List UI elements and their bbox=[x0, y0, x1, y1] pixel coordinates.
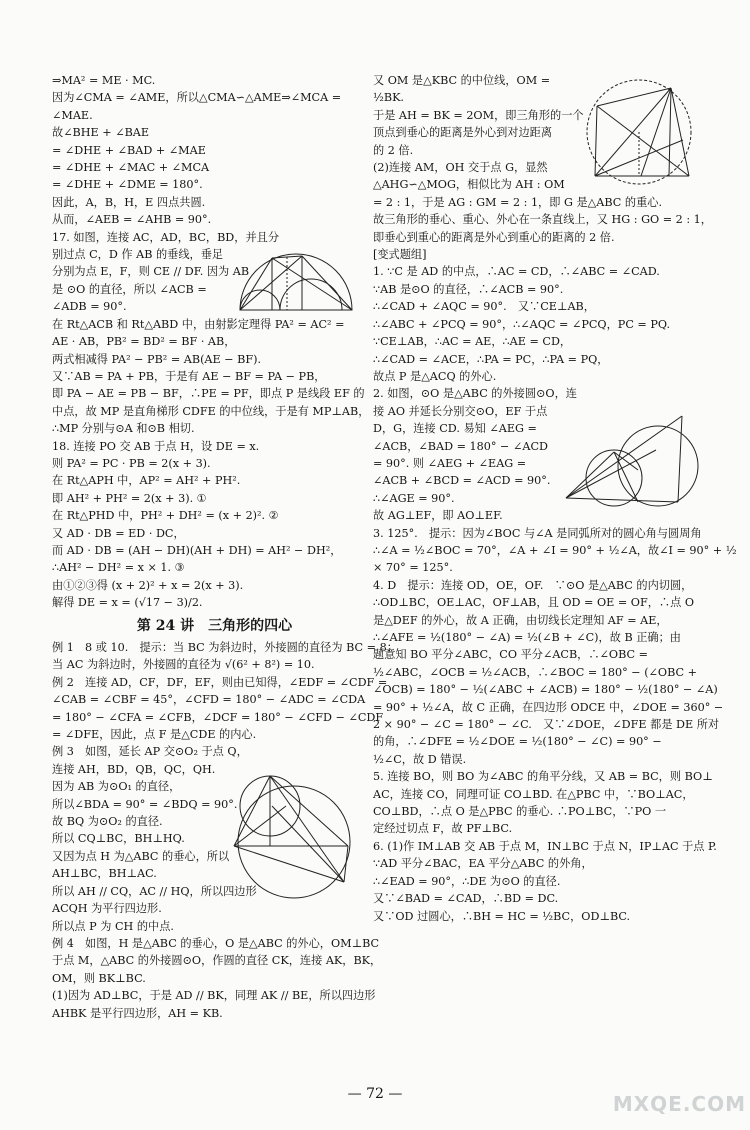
text-line: ∴∠ABC + ∠PCQ = 90°，∴∠AQC = ∠PCQ，PC = PQ. bbox=[373, 317, 671, 331]
text-line: 又∵∠BAD = ∠CAD，∴BD = DC. bbox=[373, 892, 559, 906]
text-line: OM，则 BK⊥BC. bbox=[52, 971, 146, 985]
text-line: 接 AO 并延长分别交⊙O，EF 于点 bbox=[373, 404, 548, 418]
text-line: 例 1 8 或 10. 提示：当 BC 为斜边时，外接圆的直径为 BC = 8； bbox=[52, 641, 398, 654]
text-line: 所以 CQ⊥BC，BH⊥HQ. bbox=[52, 832, 185, 846]
text-line: ∵AB 是⊙O 的直径，∴∠ACB = 90°. bbox=[373, 282, 564, 296]
text-line: 由①②③得 (x + 2)² + x = 2(x + 3). bbox=[52, 578, 244, 592]
figure-example3-circles bbox=[222, 770, 362, 905]
text-line: 又 OM 是△KBC 的中位线，OM = bbox=[373, 74, 551, 87]
text-line: 故点 P 是△ACQ 的外心. bbox=[373, 369, 497, 383]
text-line: 定经过切点 F，故 PF⊥BC. bbox=[373, 822, 513, 836]
figure-example4-circumcircle bbox=[575, 76, 707, 194]
text-line: 因此，A，B，H，E 四点共圆. bbox=[52, 195, 206, 209]
text-line: 两式相减得 PA² − PB² = AB(AE − BF). bbox=[52, 352, 262, 366]
text-line: 2. 如图，⊙O 是△ABC 的外接圆⊙O，连 bbox=[373, 387, 577, 401]
text-line: = ∠DFE，因此，点 F 是△CDE 的内心. bbox=[52, 728, 257, 742]
text-line: ∠ACB，∠BAD = 180° − ∠ACD bbox=[373, 439, 548, 453]
text-line: 6. (1)作 IM⊥AB 交 AB 于点 M，IN⊥BC 于点 N，IP⊥AC 于点 P. bbox=[373, 839, 717, 853]
text-line: ∴∠A = ½∠BOC = 70°，∠A + ∠I = 90° + ½∠A，故∠I = 90° + ½ bbox=[373, 543, 737, 557]
text-line: 17. 如图，连接 AC，AD，BC，BD，并且分 bbox=[52, 230, 280, 244]
text-line: 而 AD · DB = (AH − DH)(AH + DH) = AH² − DH²， bbox=[52, 543, 342, 557]
text-line: 例 2 连接 AD，CF，DF，EF，则由已知得，∠EDF = ∠CDF = bbox=[52, 675, 388, 689]
text-line: ∴∠EAD = 90°，∴DE 为⊙O 的直径. bbox=[373, 874, 561, 888]
text-line: 故 BQ 为⊙O₂ 的直径. bbox=[52, 815, 163, 829]
text-line: 于点 M，△ABC 的外接圆⊙O，作圆的直径 CK，连接 AK，BK， bbox=[52, 954, 382, 968]
text-line: ACQH 为平行四边形. bbox=[52, 902, 162, 916]
text-line: 因为 AB 为⊙O₁ 的直径， bbox=[52, 780, 181, 794]
text-line: 顶点到垂心的距离是外心到对边距离 bbox=[373, 126, 553, 140]
text-line: 又∵OD 过圆心，∴BH = HC = ½BC，OD⊥BC. bbox=[373, 909, 631, 923]
text-line: 5. 连接 BO，则 BO 为∠ABC 的角平分线，又 AB = BC，则 BO⊥ bbox=[373, 770, 713, 784]
text-line: = ∠DHE + ∠BAD + ∠MAE bbox=[52, 143, 206, 157]
text-line: ∴OD⊥BC，OE⊥AC，OF⊥AB，且 OD = OE = OF，∴点 O bbox=[373, 596, 695, 610]
text-line: 于是 AH = BK = 2OM，即三角形的一个 bbox=[373, 108, 584, 122]
text-line: ∵AD 平分∠BAC，EA 平分△ABC 的外角， bbox=[373, 857, 593, 871]
text-line: 是△DEF 的外心，故 A 正确，由切线长定理知 AF = AE， bbox=[373, 613, 668, 627]
text-line: AE · AB，PB² = BD² = BF · AB， bbox=[52, 335, 236, 349]
text-line: 中点，故 MP 是直角梯形 CDFE 的中位线，于是有 MP⊥AB， bbox=[52, 404, 370, 418]
text-line: AH⊥BC，BH⊥AC. bbox=[52, 867, 157, 881]
figure-variant2-circles bbox=[560, 410, 702, 518]
text-line: ∠CAB = ∠CBF = 45°，∠CFD = 180° − ∠ADC = ∠CDA bbox=[52, 693, 366, 707]
text-line: AC，连接 CO，同理可证 CO⊥BD. 在△PBC 中，∵BO⊥AC， bbox=[373, 787, 694, 801]
text-line: 在 Rt△PHD 中，PH² + DH² = (x + 2)². ② bbox=[52, 509, 279, 523]
text-line: ∴MP 分别与⊙A 和⊙B 相切. bbox=[52, 422, 195, 436]
text-line: 又∵AB = PA + PB，于是有 AE − BF = PA − PB， bbox=[52, 369, 326, 383]
text-line: 因为∠CMA = ∠AME，所以△CMA∽△AME⇒∠MCA = bbox=[52, 91, 342, 105]
text-line: 即 AH² + PH² = 2(x + 3). ① bbox=[52, 491, 207, 505]
text-line: 是 ⊙O 的直径，所以 ∠ACB = bbox=[52, 282, 207, 296]
text-line: 2 × 90° − ∠C = 180° − ∠C. 又∵∠DOE，∠DFE 都是 DE 所对 bbox=[373, 718, 720, 732]
text-line: = 90° + ½∠A，故 C 正确，在四边形 ODCE 中，∠DOE = 360° − bbox=[373, 700, 724, 714]
text-line: (1)因为 AD⊥BC，于是 AD // BK，同理 AK // BE，所以四边形 bbox=[52, 989, 376, 1003]
text-line: ∴∠CAD + ∠AQC = 90°. 又∵CE⊥AB， bbox=[373, 300, 595, 314]
text-line: 在 Rt△ACB 和 Rt△ABD 中，由射影定理得 PA² = AC² = bbox=[52, 317, 345, 331]
text-line: 又因为点 H 为△ABC 的垂心，所以 bbox=[52, 849, 230, 863]
text-line: 例 4 如图，H 是△ABC 的垂心，O 是△ABC 的外心，OM⊥BC bbox=[52, 936, 380, 950]
page-number: — 72 — bbox=[347, 1086, 403, 1102]
text-line: 又 AD · DB = ED · DC， bbox=[52, 526, 185, 540]
watermark-logo: MXQE.COM bbox=[612, 1092, 746, 1116]
figure-17-semicircle bbox=[232, 238, 360, 320]
text-line: 所以点 P 为 CH 的中点. bbox=[52, 919, 174, 933]
text-line: ∠ADB = 90°. bbox=[52, 300, 127, 314]
text-line: (2)连接 AM，OH 交于点 G，显然 bbox=[373, 161, 548, 175]
text-line: 题意知 BO 平分∠ABC，CO 平分∠ACB，∴∠OBC = bbox=[373, 648, 649, 662]
text-line: ∠MAE. bbox=[52, 108, 93, 122]
text-line: 故 AG⊥EF，即 AO⊥EF. bbox=[373, 509, 503, 523]
text-line: = 2 : 1，于是 AG : GM = 2 : 1，即 G 是△ABC 的重心. bbox=[373, 195, 663, 209]
text-line: CO⊥BD，∴点 O 是△PBC 的垂心. ∴PO⊥BC，∵PO 一 bbox=[373, 805, 667, 819]
text-line: 的角，∴∠DFE = ½∠DOE = ½(180° − ∠C) = 90° − bbox=[373, 735, 662, 749]
text-line: = ∠DHE + ∠DME = 180°. bbox=[52, 178, 203, 192]
text-line: 所以 AH // CQ，AC // HQ，所以四边形 bbox=[52, 884, 257, 898]
text-line: ∠OCB) = 180° − ½(∠ABC + ∠ACB) = 180° − ½(180° − ∠A) bbox=[373, 683, 718, 697]
text-line: 即 PA − AE = PB − BF，∴PE = PF，即点 P 是线段 EF 的 bbox=[52, 387, 365, 401]
text-line: 则 PA² = PC · PB = 2(x + 3). bbox=[52, 456, 211, 470]
text-line: [变式题组] bbox=[373, 248, 427, 262]
text-line: D，G，连接 CD. 易知 ∠AEG = bbox=[373, 422, 537, 436]
text-line: 3. 125°. 提示：因为∠BOC 与∠A 是同弧所对的圆心角与圆周角 bbox=[373, 526, 702, 540]
text-line: 4. D 提示：连接 OD，OE，OF. ∵⊙O 是△ABC 的内切圆， bbox=[373, 578, 693, 592]
text-line: 在 Rt△APH 中，AP² = AH² + PH². bbox=[52, 474, 241, 488]
text-line: ½∠C，故 D 错误. bbox=[373, 752, 467, 766]
text-line: 从而，∠AEB = ∠AHB = 90°. bbox=[52, 213, 212, 227]
text-line: 1. ∵C 是 AD 的中点，∴AC = CD，∴∠ABC = ∠CAD. bbox=[373, 265, 660, 279]
text-line: × 70° = 125°. bbox=[373, 561, 453, 575]
text-line: 故三角形的垂心、重心、外心在一条直线上，又 HG : GO = 2 : 1， bbox=[373, 213, 712, 227]
text-line: AHBK 是平行四边形，AH = KB. bbox=[52, 1006, 223, 1020]
text-line: 当 AC 为斜边时，外接圆的直径为 √(6² + 8²) = 10. bbox=[52, 658, 315, 672]
text-line: 别过点 C，D 作 AB 的垂线，垂足 bbox=[52, 248, 224, 262]
text-line: 分别为点 E，F，则 CE // DF. 因为 AB bbox=[52, 265, 250, 279]
text-line: ∴∠CAD = ∠ACE，∴PA = PC，∴PA = PQ， bbox=[373, 352, 609, 366]
text-line: 即垂心到重心的距离是外心到重心的距离的 2 倍. bbox=[373, 230, 615, 244]
text-line: ½BK. bbox=[373, 91, 404, 105]
text-line: 例 3 如图，延长 AP 交⊙O₂ 于点 Q， bbox=[52, 745, 248, 759]
text-line: 18. 连接 PO 交 AB 于点 H，设 DE = x. bbox=[52, 439, 260, 453]
text-line: 所以∠BDA = 90° = ∠BDQ = 90°. bbox=[52, 797, 238, 811]
text-line: 解得 DE = x = (√17 − 3)/2. bbox=[52, 596, 203, 610]
text-line: 连接 AH，BD，QB，QC，QH. bbox=[52, 762, 216, 776]
text-line: ∴∠AGE = 90°. bbox=[373, 491, 455, 505]
text-line: = 180° − ∠CFA = ∠CFB，∠DCF = 180° − ∠CFD − ∠CDF bbox=[52, 710, 384, 724]
text-line: = ∠DHE + ∠MAC + ∠MCA bbox=[52, 161, 210, 175]
text-line: ∴∠AFE = ½(180° − ∠A) = ½(∠B + ∠C)，故 B 正确；由 bbox=[373, 631, 681, 644]
text-line: △AHG∽△MOG，相似比为 AH : OM bbox=[373, 178, 565, 192]
text-line: ∠ACB + ∠BCD = ∠ACD = 90°. bbox=[373, 474, 551, 488]
lecture-heading: 第 24 讲 三角形的四心 bbox=[136, 617, 293, 634]
text-line: ½∠ABC，∠OCB = ½∠ACB，∴∠BOC = 180° − (∠OBC + bbox=[373, 665, 698, 679]
text-line: ⇒MA² = ME · MC. bbox=[52, 74, 156, 87]
text-line: ∴AH² − DH² = x × 1. ③ bbox=[52, 561, 185, 575]
text-line: 的 2 倍. bbox=[373, 143, 414, 157]
text-line: = 90°. 则 ∠AEG + ∠EAG = bbox=[373, 456, 527, 470]
text-line: 故∠BHE + ∠BAE bbox=[52, 126, 150, 140]
text-line: ∵CE⊥AB，∴AC = AE，∴AE = CD， bbox=[373, 335, 572, 349]
